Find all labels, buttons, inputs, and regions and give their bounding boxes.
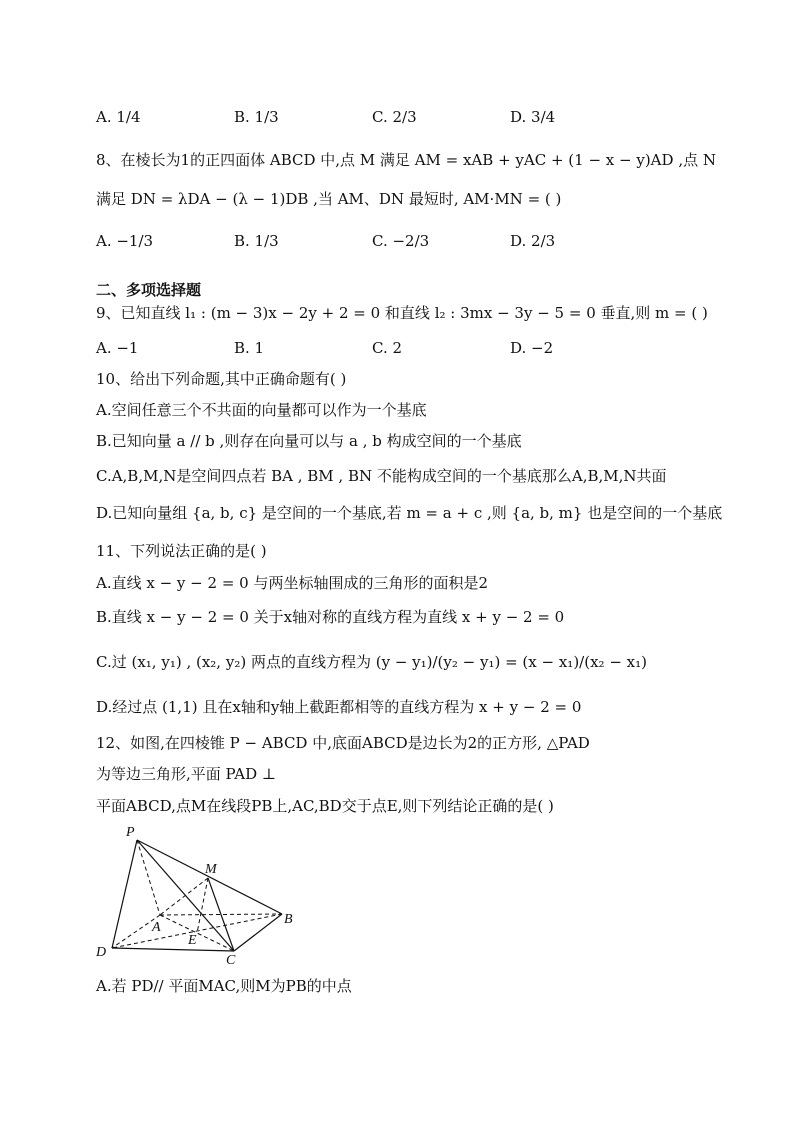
q8-options [96,220,616,264]
q11-option-c: C.过 (x₁, y₁) , (x₂, y₂) 两点的直线方程为 (y − y₁)/(y₂ − y₁) = (x − x₁)/(x₂ − x₁) [96,653,647,671]
q8-option-d: D. 2/3 [510,232,556,250]
q8-stem-line2: 满足 DN = λDA − (λ − 1)DB ,当 AM、DN 最短时, AM·MN = ( ) [96,190,562,208]
pyramid-figure [90,818,310,968]
q10-option-a: A.空间任意三个不共面的向量都可以作为一个基底 [96,401,427,419]
q11-option-a: A.直线 x − y − 2 = 0 与两坐标轴围成的三角形的面积是2 [96,574,489,592]
q12-stem-line2: 为等边三角形,平面 PAD ⊥ [96,765,276,783]
q8-option-b: B. 1/3 [234,232,279,250]
segment-me [197,878,208,933]
q7-option-c: C. 2/3 [372,108,417,126]
q10-option-b: B.已知向量 a // b ,则存在向量可以与 a , b 构成空间的一个基底 [96,432,522,450]
q12-stem-line1: 12、如图,在四棱锥 P − ABCD 中,底面ABCD是边长为2的正方形, △PAD [96,734,590,752]
q7-options [96,96,616,140]
edge-cb [234,914,282,951]
segment-ma [160,878,208,915]
section-title-multiple-choice: 二、多项选择题 [96,281,202,299]
q11-option-b: B.直线 x − y − 2 = 0 关于x轴对称的直线方程为直线 x + y − 2 = 0 [96,608,565,626]
q9-option-a: A. −1 [96,339,139,357]
q9-option-b: B. 1 [234,339,265,357]
edge-pa [137,840,160,915]
label-a: A [152,920,161,935]
edge-pd [112,840,137,948]
q10-stem: 10、给出下列命题,其中正确命题有( ) [96,370,347,388]
q9-option-c: C. 2 [372,339,403,357]
q9-option-d: D. −2 [510,339,554,357]
q8-option-c: C. −2/3 [372,232,430,250]
q9-stem: 9、已知直线 l₁ : (m − 3)x − 2y + 2 = 0 和直线 l₂ : 3mx − 3y − 5 = 0 垂直,则 m = ( ) [96,304,708,322]
label-c: C [226,953,236,968]
q9-options [96,338,616,358]
q8-stem-line1: 8、在棱长为1的正四面体 ABCD 中,点 M 满足 AM = xAB + yAC + (1 − x − y)AD ,点 N [96,151,716,169]
q7-option-b: B. 1/3 [234,108,279,126]
q7-option-d: D. 3/4 [510,108,556,126]
label-m: M [205,862,217,877]
label-e: E [188,933,197,948]
q12-stem-line3: 平面ABCD,点M在线段PB上,AC,BD交于点E,则下列结论正确的是( ) [96,797,554,815]
q12-option-a: A.若 PD// 平面MAC,则M为PB的中点 [96,977,352,995]
edge-pb [137,840,282,914]
q11-option-d: D.经过点 (1,1) 且在x轴和y轴上截距都相等的直线方程为 x + y − 2 = 0 [96,698,582,716]
q11-stem: 11、下列说法正确的是( ) [96,542,267,560]
edge-dc [112,948,234,951]
q8-option-a: A. −1/3 [96,232,154,250]
diagonal-bd [112,914,282,948]
label-b: B [284,912,293,927]
q10-option-d: D.已知向量组 {a, b, c} 是空间的一个基底,若 m = a + c ,则 {a, b, m} 也是空间的一个基底 [96,504,723,522]
label-d: D [96,945,107,960]
q7-option-a: A. 1/4 [96,108,141,126]
label-p: P [126,825,135,840]
q10-option-c: C.A,B,M,N是空间四点若 BA , BM , BN 不能构成空间的一个基底那么A,B,M,N共面 [96,467,667,485]
